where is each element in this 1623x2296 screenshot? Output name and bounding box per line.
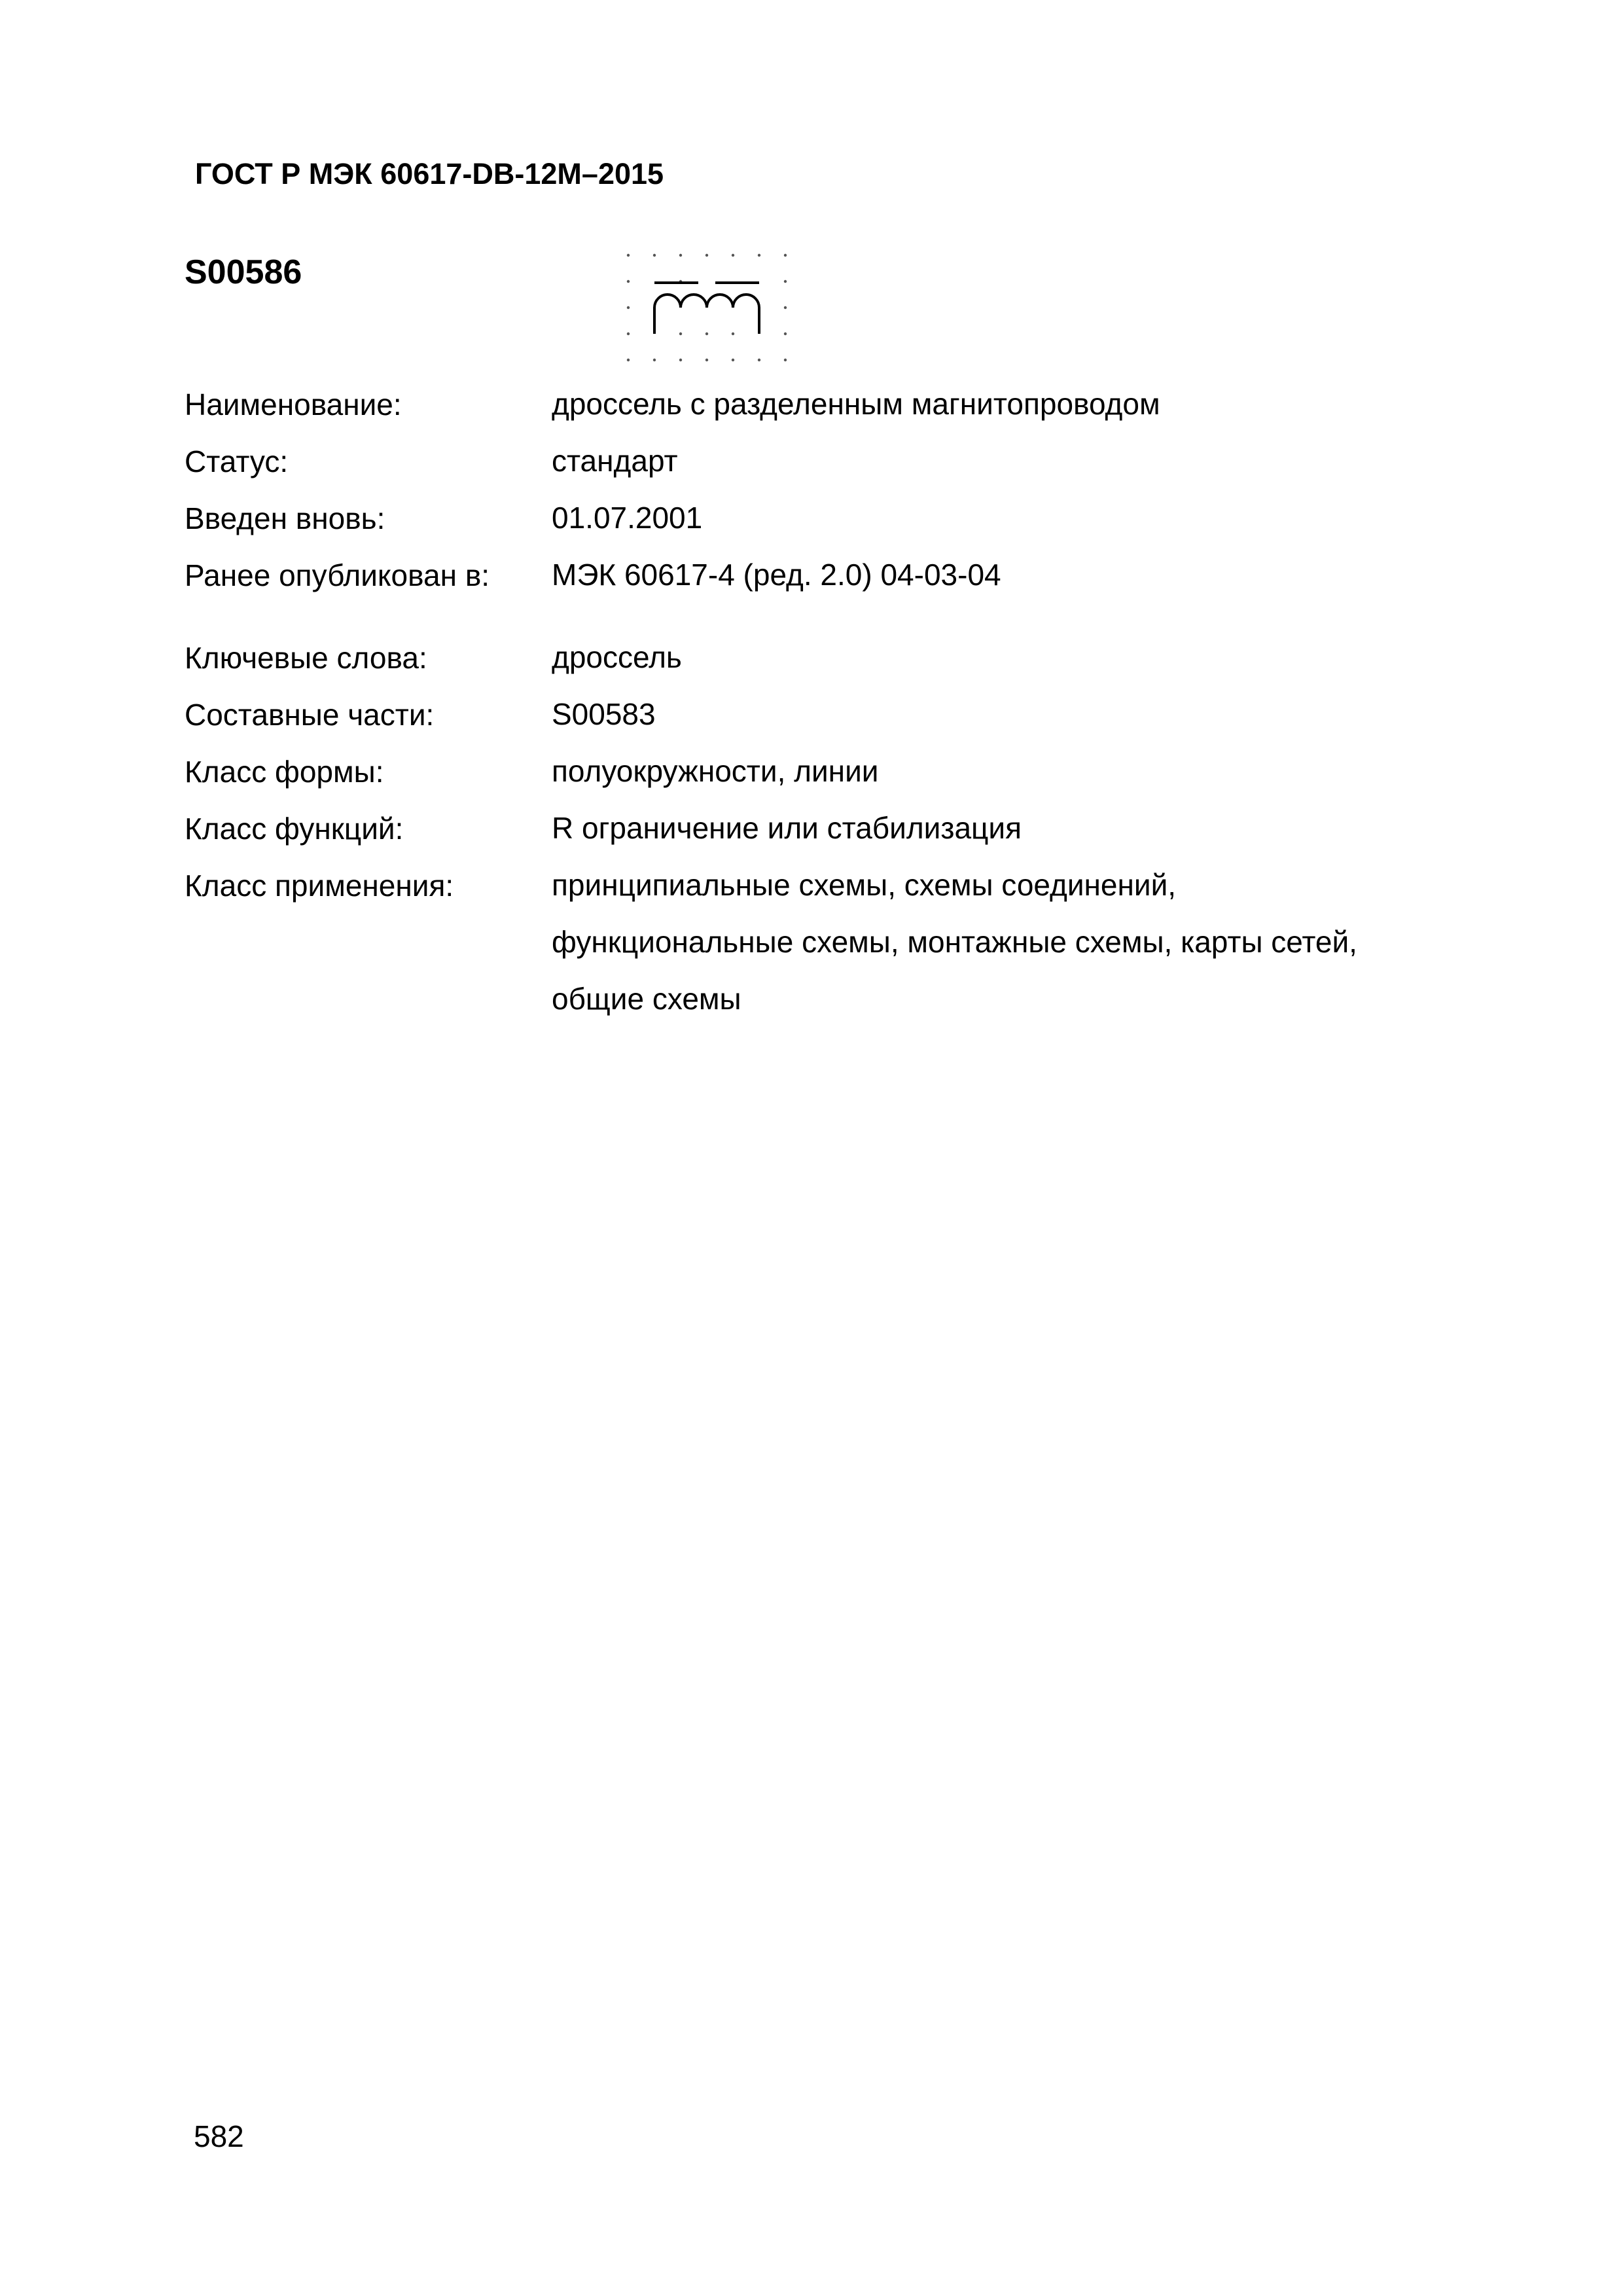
field-label-components: Составные части: (185, 698, 435, 732)
field-value-status: стандарт (552, 444, 678, 478)
field-label-application-class: Класс применения: (185, 869, 454, 903)
field-label-keywords: Ключевые слова: (185, 641, 427, 675)
field-label-shape-class: Класс формы: (185, 755, 384, 789)
field-value-components: S00583 (552, 697, 656, 731)
field-value-name: дроссель с разделенным магнитопроводом (552, 387, 1160, 421)
field-value-function-class: R ограничение или стабилизация (552, 811, 1022, 845)
field-label-introduced: Введен вновь: (185, 501, 385, 535)
winding (654, 295, 759, 334)
field-value-shape-class: полуокружности, линии (552, 754, 879, 788)
split-core-inductor-symbol-icon (615, 242, 812, 373)
field-label-previously-published: Ранее опубликован в: (185, 558, 490, 592)
field-value-keywords: дроссель (552, 640, 682, 674)
field-label-name: Наименование: (185, 387, 402, 422)
page-number: 582 (194, 2119, 244, 2153)
field-value-application-class: принципиальные схемы, схемы соединений, функциональные схемы, монтажные схемы, карты сетей, общие схемы (552, 868, 1357, 1016)
field-value-introduced: 01.07.2001 (552, 501, 703, 535)
symbol-code: S00586 (185, 253, 302, 291)
field-label-status: Статус: (185, 444, 289, 478)
field-label-function-class: Класс функций: (185, 812, 404, 846)
document-header: ГОСТ Р МЭК 60617-DB-12M–2015 (195, 157, 664, 190)
field-value-previously-published: МЭК 60617-4 (ред. 2.0) 04-03-04 (552, 558, 1001, 592)
